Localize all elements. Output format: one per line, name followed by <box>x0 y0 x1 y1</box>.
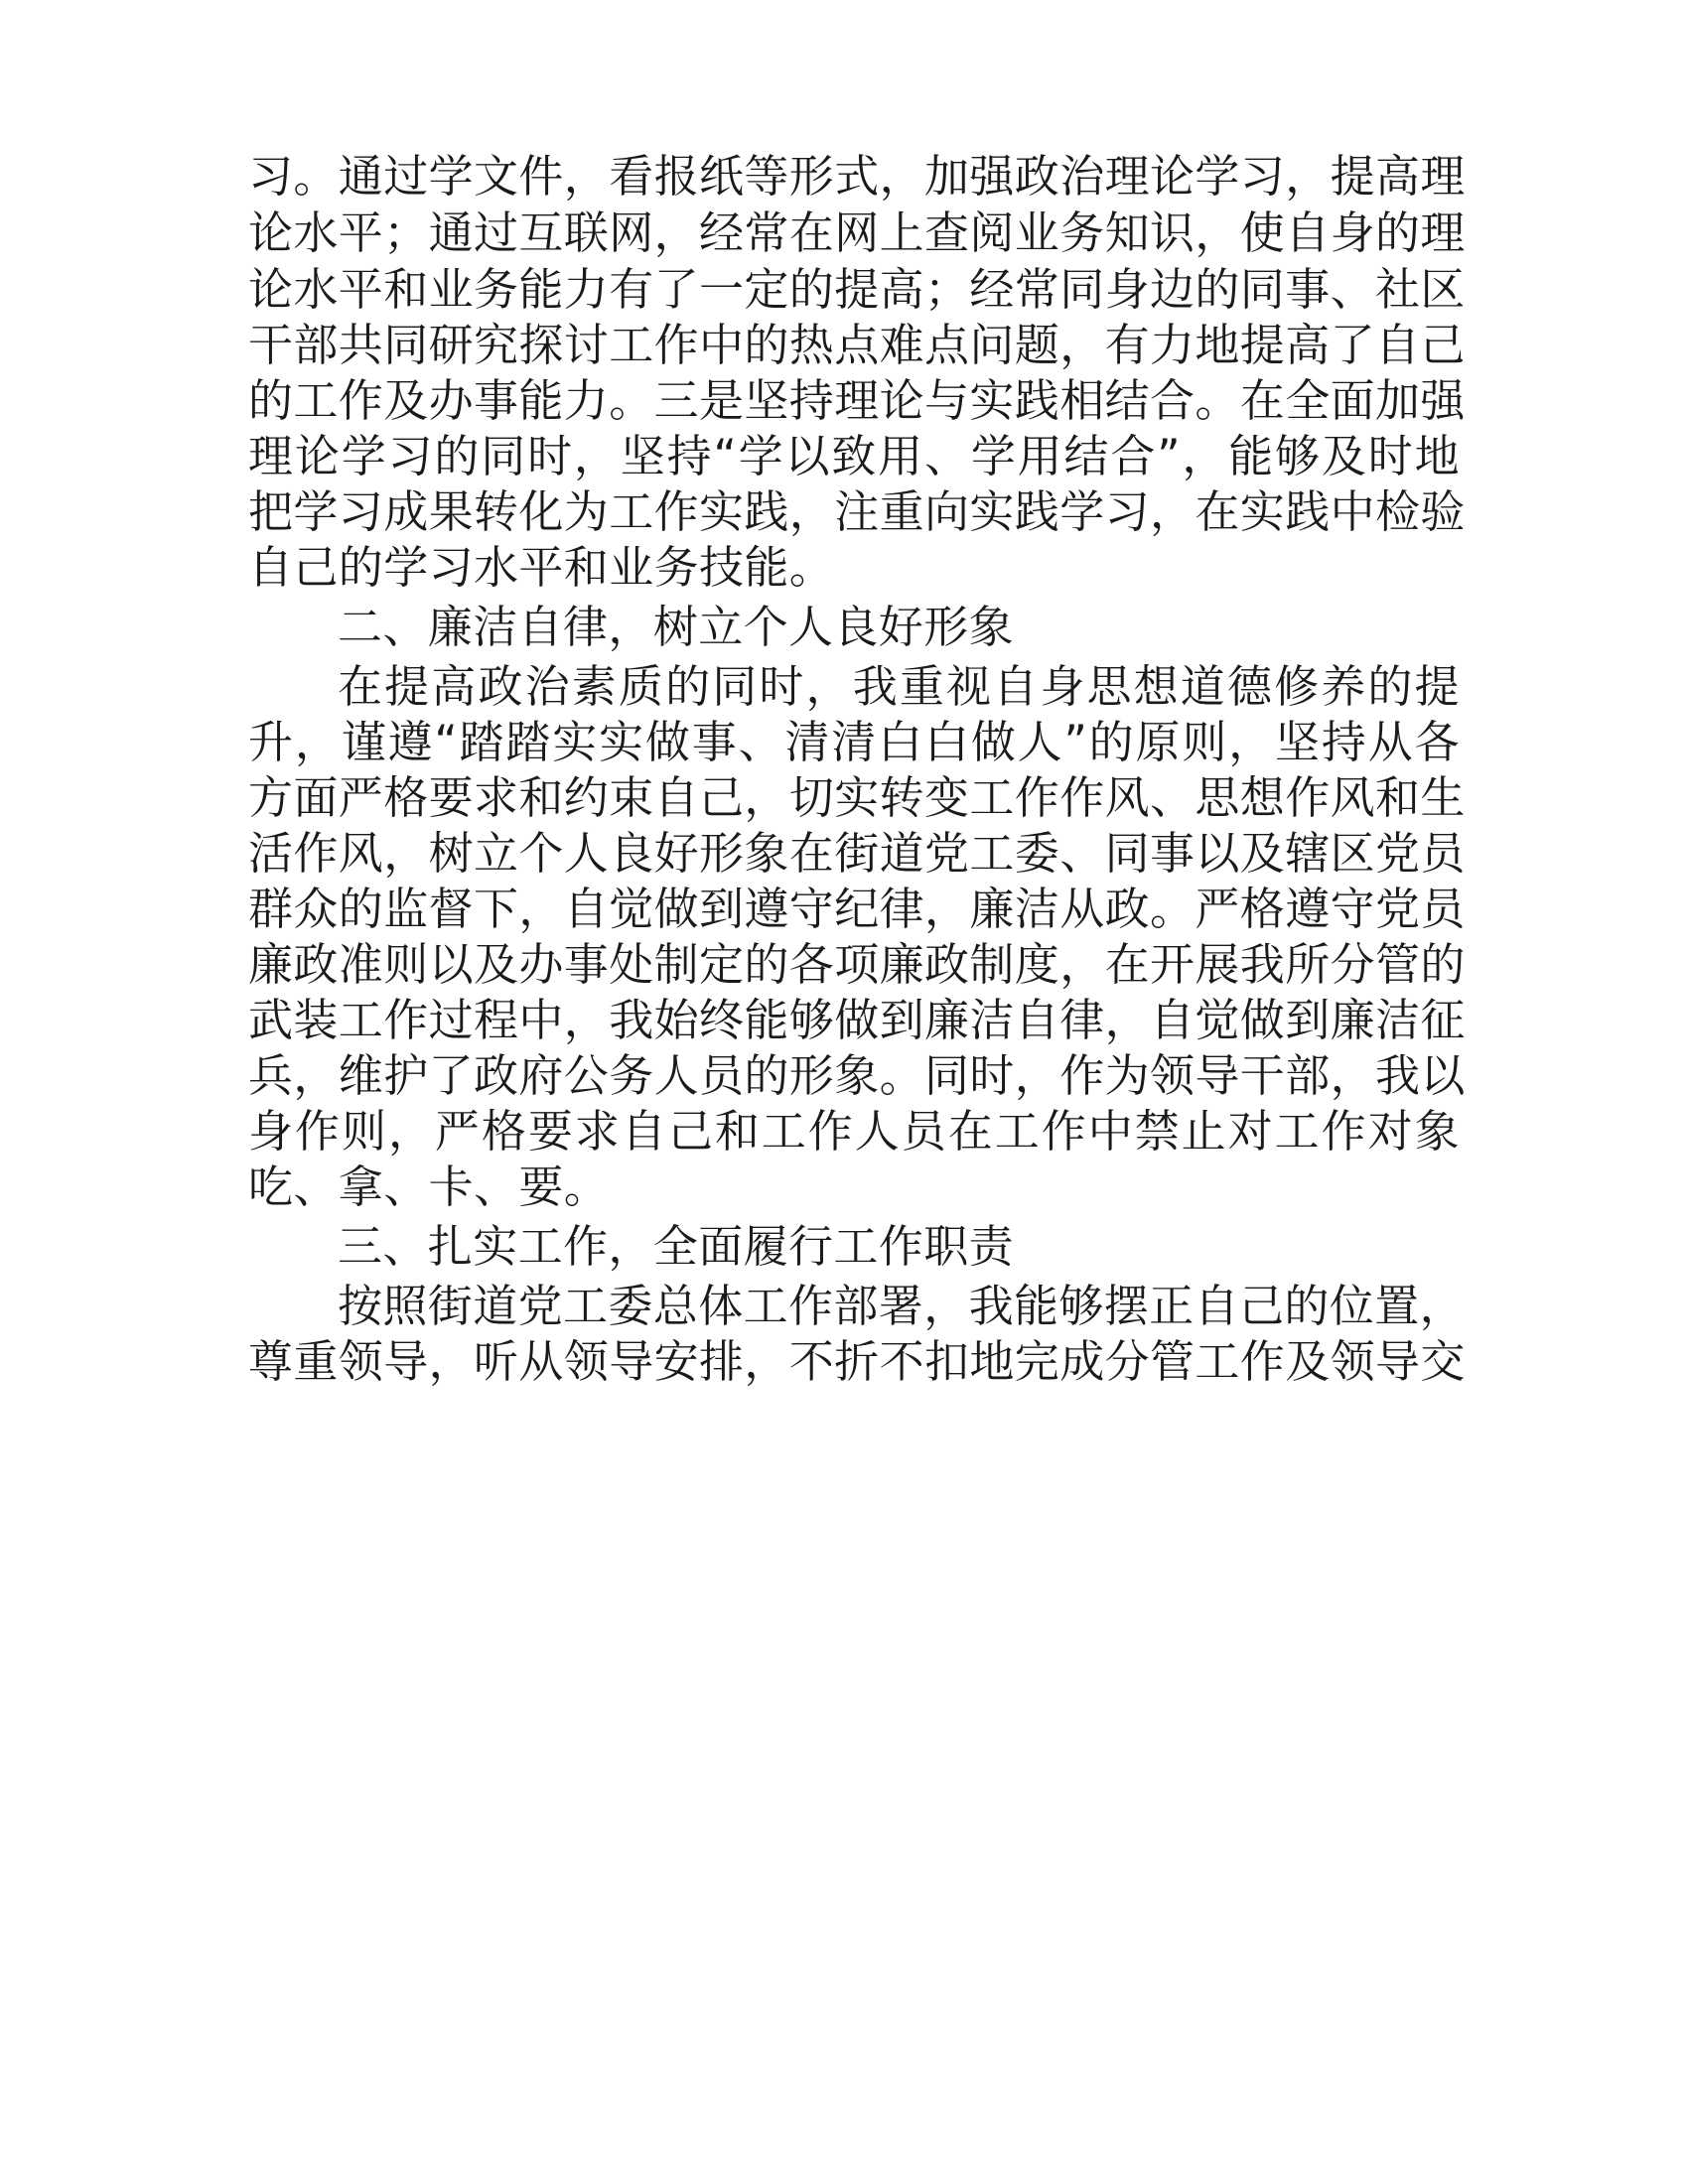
body-text-line: 方面严格要求和约束自己，切实转变工作作风、思想作风和生 <box>248 771 1466 824</box>
body-text-line: 身作则，严格要求自己和工作人员在工作中禁止对工作对象 <box>248 1105 1460 1158</box>
body-text-line: 吃、拿、卡、要。 <box>248 1160 610 1213</box>
body-text-line: 兵，维护了政府公务人员的形象。同时，作为领导干部，我以 <box>248 1049 1466 1102</box>
body-text-line: 论水平；通过互联网，经常在网上查阅业务知识，使自身的理 <box>248 206 1466 259</box>
body-text-line: 群众的监督下，自觉做到遵守纪律，廉洁从政。严格遵守党员 <box>248 883 1466 935</box>
body-text-line: 升，谨遵“踏踏实实做事、清清白白做人”的原则，坚持从各 <box>248 716 1460 768</box>
body-text-line: 习。通过学文件，看报纸等形式，加强政治理论学习，提高理 <box>248 150 1466 203</box>
body-text-line: 理论学习的同时，坚持“学以致用、学用结合”，能够及时地 <box>248 430 1460 482</box>
body-text-line: 把学习成果转化为工作实践，注重向实践学习，在实践中检验 <box>248 485 1466 538</box>
body-text-line: 尊重领导，听从领导安排，不折不扣地完成分管工作及领导交 <box>248 1335 1466 1388</box>
section-heading-2: 二、廉洁自律，树立个人良好形象 <box>338 601 1015 653</box>
body-text-line: 干部共同研究探讨工作中的热点难点问题，有力地提高了自己 <box>248 319 1466 371</box>
body-text-line: 论水平和业务能力有了一定的提高；经常同身边的同事、社区 <box>248 263 1466 316</box>
body-text-line: 武装工作过程中，我始终能够做到廉洁自律，自觉做到廉洁征 <box>248 994 1466 1046</box>
paragraph-first-line: 按照街道党工委总体工作部署，我能够摆正自己的位置， <box>338 1280 1466 1332</box>
body-text-line: 廉政准则以及办事处制定的各项廉政制度，在开展我所分管的 <box>248 938 1466 991</box>
body-text-line: 的工作及办事能力。三是坚持理论与实践相结合。在全面加强 <box>248 374 1466 427</box>
section-heading-3: 三、扎实工作，全面履行工作职责 <box>338 1220 1015 1273</box>
paragraph-first-line: 在提高政治素质的同时，我重视自身思想道德修养的提 <box>338 660 1460 713</box>
body-text-line: 活作风，树立个人良好形象在街道党工委、同事以及辖区党员 <box>248 827 1466 880</box>
body-text-line: 自己的学习水平和业务技能。 <box>248 541 835 594</box>
